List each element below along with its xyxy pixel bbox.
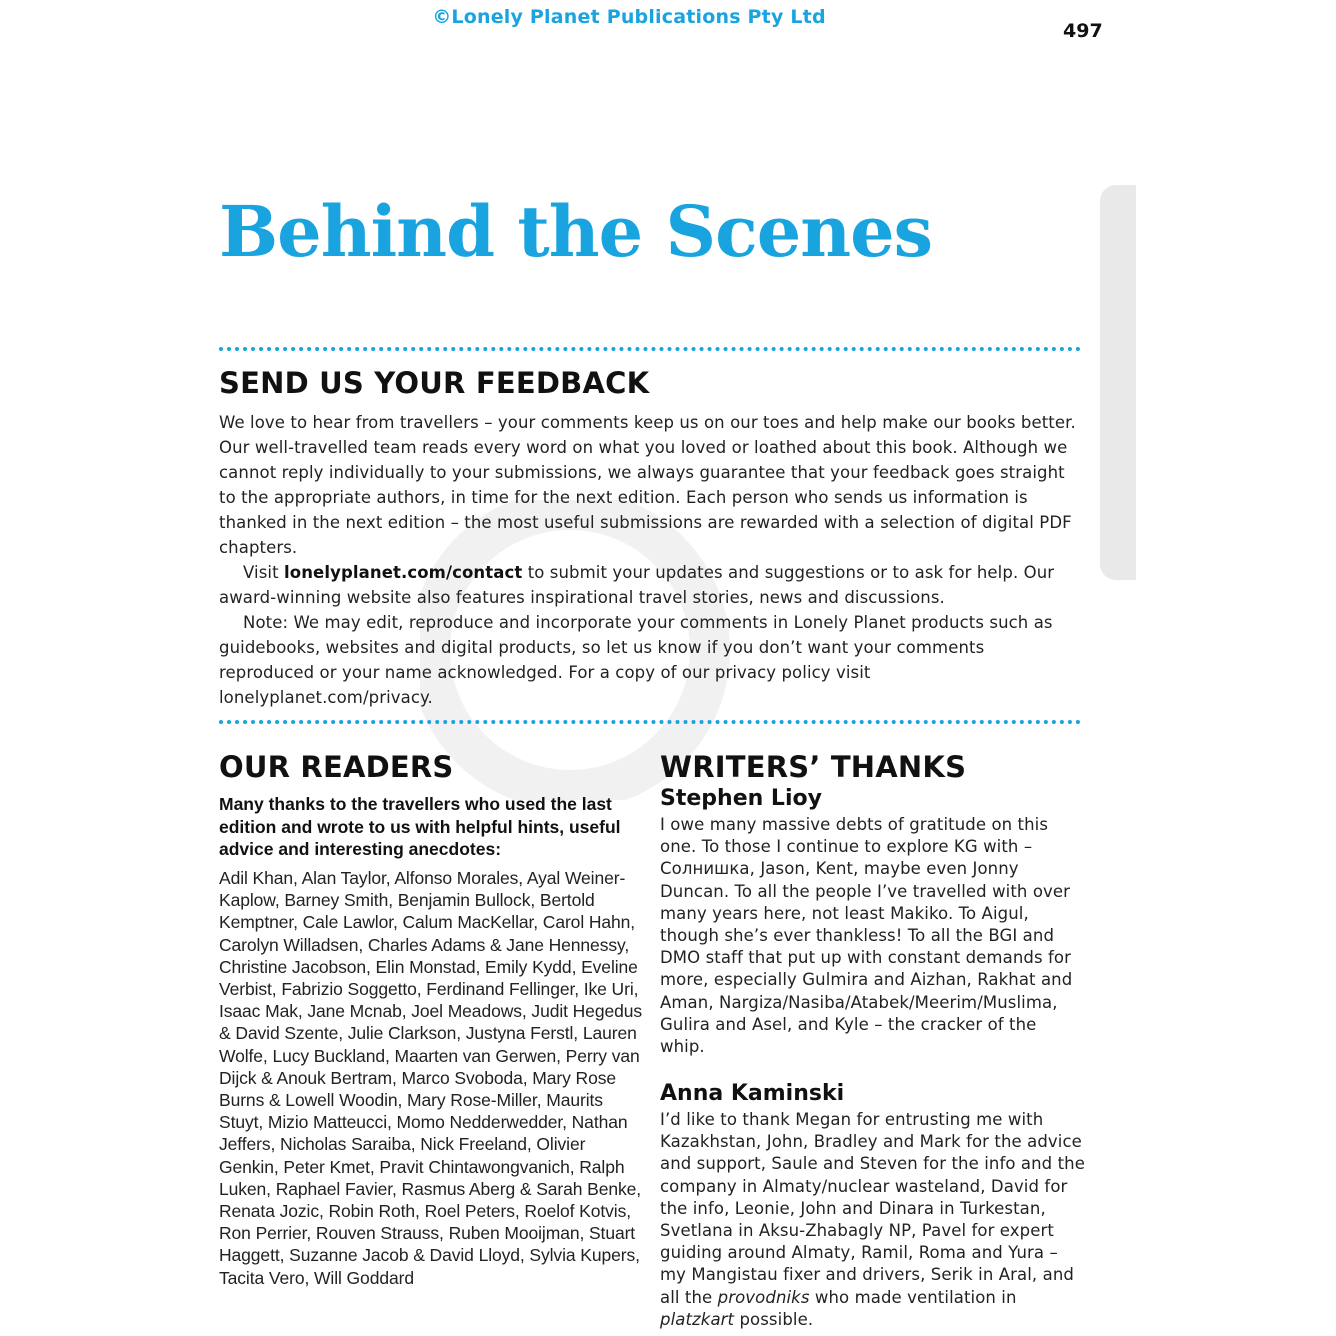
feedback-section — [219, 410, 1084, 710]
feedback-heading: SEND US YOUR FEEDBACK — [219, 366, 650, 400]
feedback-paragraph-3: Note: We may edit, reproduce and incorporate your comments in Lonely Planet products such as guidebooks, websites and digital products, so let us know if you don’t want your comments reproduced or your name acknowledged. For a copy of our privacy policy visit lonelyplanet.com/privacy. — [219, 613, 1053, 707]
feedback-paragraph-2-rest: to submit your updates and suggestions or to ask for help. Our award-winning website also features inspirational travel stories, news and discussions. — [219, 563, 1055, 607]
writer-thanks-text — [660, 1109, 1085, 1331]
writer-name: Stephen Lioy — [660, 786, 822, 811]
writers-heading: WRITERS’ THANKS — [660, 750, 967, 784]
copyright-notice: ©Lonely Planet Publications Pty Ltd — [432, 6, 826, 28]
dotted-divider-middle — [219, 720, 1081, 724]
readers-heading: OUR READERS — [219, 750, 454, 784]
writer-thanks-text: I owe many massive debts of gratitude on this one. To those I continue to explore KG with – Солнишка, Jason, Kent, maybe even Jonny Duncan. To all the people I’ve travelled with over many years here, not least Makiko. To Aigul, though she’s ever thankless! To all the BGI and DMO staff that put up with constant demands for more, especially Gulmira and Aizhan, Rakhat and Aman, Nargiza/Nasiba/Atabek/Meerim/Muslima, Gulira and Asel, and Kyle – the cracker of the whip. — [660, 815, 1073, 1057]
page-number: 497 — [1063, 20, 1103, 42]
dotted-divider-top — [219, 347, 1081, 351]
feedback-visit-text: Visit — [243, 563, 285, 582]
page-title: Behind the Scenes — [219, 190, 933, 273]
feedback-paragraph-2 — [219, 560, 1084, 610]
writer-entry-stephen — [660, 786, 1085, 1058]
feedback-paragraph-1: We love to hear from travellers – your comments keep us on our toes and help make our books better. Our well-travelled team reads every word on what you loved or loathed about this book. Although we cannot reply individually to your submissions, we always guarantee that your feedback goes straight to the appropriate authors, in time for the next edition. Each person who sends us information is thanked in the next edition – the most useful submissions are rewarded with a selection of digital PDF chapters. — [219, 413, 1076, 557]
writer-text-part: who made ventilation in — [809, 1287, 1017, 1307]
readers-intro: Many thanks to the travellers who used the last edition and wrote to us with helpful hints, useful advice and interesting anecdotes: — [219, 794, 621, 859]
writer-text-italic: provodniks — [717, 1287, 810, 1307]
readers-names-list: Adil Khan, Alan Taylor, Alfonso Morales, Ayal Weiner-Kaplow, Barney Smith, Benjamin Bullock, Bertold Kemptner, Cale Lawlor, Calum MacKellar, Carol Hahn, Carolyn Willadsen, Charles Adams & Jane Hennessy, Christine Jacobson, Elin Monstad, Emily Kydd, Eveline Verbist, Fabrizio Soggetto, Ferdinand Fellinger, Ike Uri, Isaac Mak, Jane Mcnab, Joel Meadows, Judit Hegedus & David Szente, Julie Clarkson, Justyna Ferstl, Lauren Wolfe, Lucy Buckland, Maarten van Gerwen, Perry van Dijck & Anouk Bertram, Marco Svoboda, Mary Rose Burns & Lowell Woodin, Mary Rose-Miller, Maurits Stuyt, Mizio Matteucci, Momo Nedderwedder, Nathan Jeffers, Nicholas Saraiba, Nick Freeland, Olivier Genkin, Peter Kmet, Pravit Chintawongvanich, Ralph Luken, Raphael Favier, Rasmus Aberg & Sarah Benke, Renata Jozic, Robin Roth, Roel Peters, Roelof Kotvis, Ron Perrier, Rouven Strauss, Ruben Mooijman, Stuart Haggett, Suzanne Jacob & David Lloyd, Sylvia Kupers, Tacita Vero, Will Goddard — [219, 868, 642, 1288]
writer-text-part: possible. — [734, 1309, 814, 1329]
writer-text-part: I’d like to thank Megan for entrusting me with Kazakhstan, John, Bradley and Mark for the advice and support, Saule and Steven for the info and the company in Almaty/nuclear wasteland, David for the info, Leonie, John and Dinara in Turkestan, Svetlana in Aksu-Zhabagly NP, Pavel for expert guiding around Almaty, Ramil, Roma and Yura – my Mangistau fixer and drivers, Serik in Aral, and all the — [660, 1110, 1085, 1307]
writer-name: Anna Kaminski — [660, 1081, 845, 1106]
writer-text-italic: platzkart — [660, 1309, 735, 1329]
side-tab — [1100, 185, 1136, 580]
writer-entry-anna — [660, 1081, 1085, 1331]
contact-link[interactable]: lonelyplanet.com/contact — [284, 563, 523, 582]
